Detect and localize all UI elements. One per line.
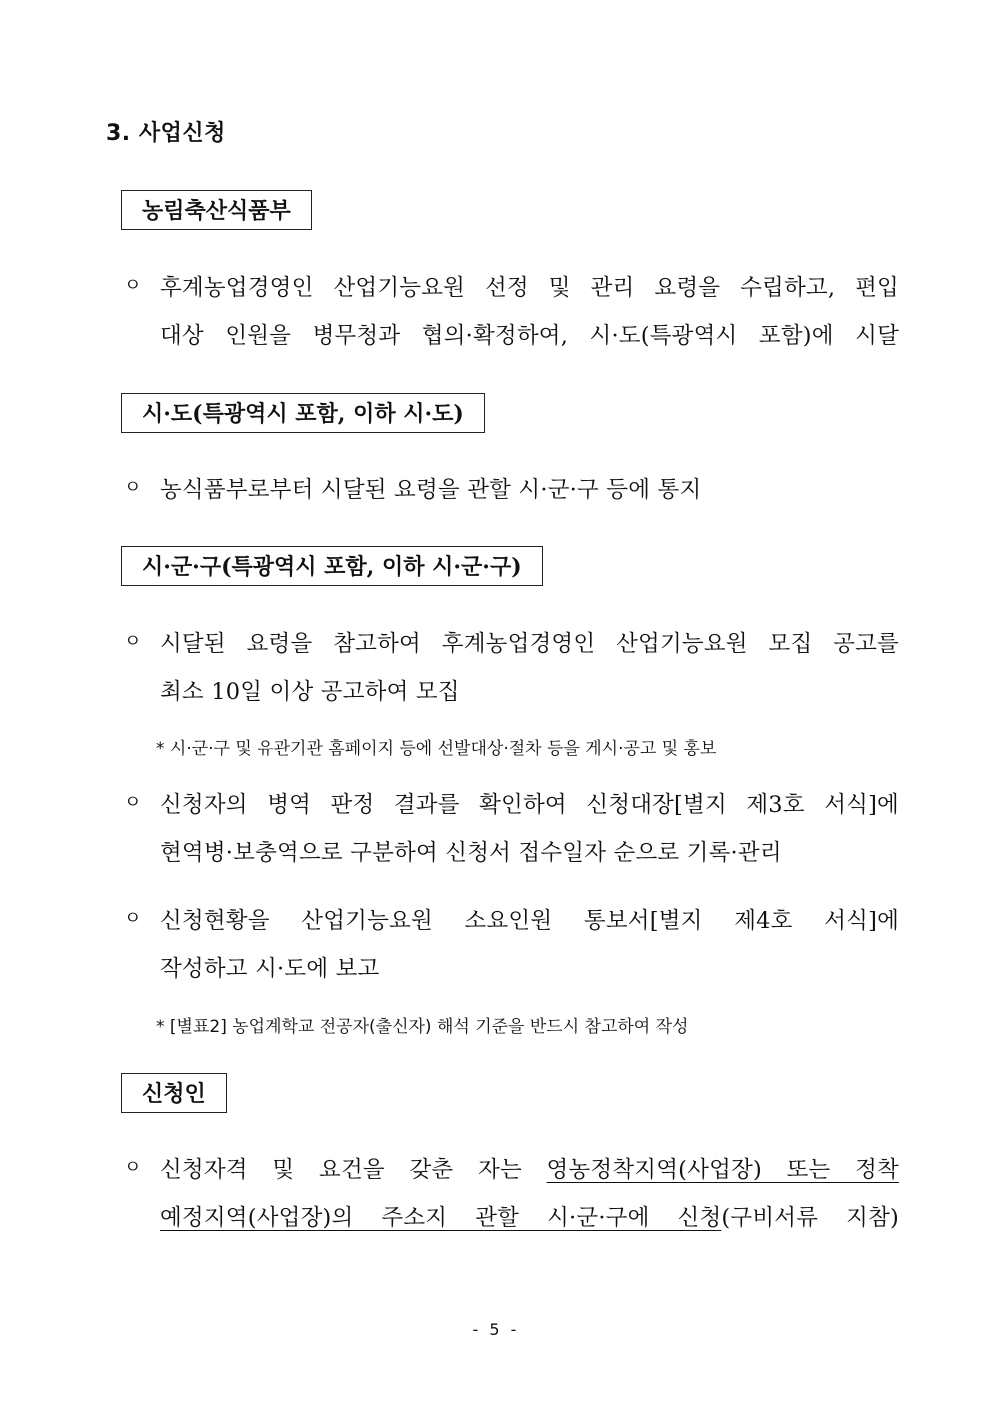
item-line: 신청현황을 산업기능요원 소요인원 통보서[별지 제4호 서식]에 <box>160 908 899 934</box>
footnote: * 시·군·구 및 유관기관 홈페이지 등에 선발대상·절차 등을 게시·공고 및 홍보 <box>156 739 717 759</box>
item-text: (구비서류 지참) <box>721 1205 899 1231</box>
item-line: 신청자의 병역 판정 결과를 확인하여 신청대장[별지 제3호 서식]에 <box>160 792 899 818</box>
bullet-icon: ㅇ <box>124 477 142 498</box>
heading-box-applicant: 신청인 <box>121 1073 227 1113</box>
bullet-icon: ㅇ <box>124 908 142 929</box>
list-item <box>124 620 899 716</box>
bullet-icon: ㅇ <box>124 631 142 652</box>
underlined-text: 영농정착지역(사업장) 또는 정착 <box>546 1157 899 1183</box>
item-line: 후계농업경영인 산업기능요원 선정 및 관리 요령을 수립하고, 편입 <box>160 275 899 301</box>
page-number: - 5 - <box>472 1320 520 1339</box>
item-line: 작성하고 시·도에 보고 <box>160 956 380 982</box>
section-title: 3. 사업신청 <box>106 121 226 146</box>
item-line: 최소 10일 이상 공고하여 모집 <box>160 679 460 705</box>
underlined-text: 예정지역(사업장)의 주소지 관할 시·군·구에 신청 <box>160 1205 722 1231</box>
list-item <box>124 897 899 993</box>
item-line: 시달된 요령을 참고하여 후계농업경영인 산업기능요원 모집 공고를 <box>160 631 899 657</box>
item-line: 현역병·보충역으로 구분하여 신청서 접수일자 순으로 기록·관리 <box>160 840 782 866</box>
item-line <box>160 1194 899 1242</box>
footnote: * [별표2] 농업계학교 전공자(출신자) 해석 기준을 반드시 참고하여 작성 <box>156 1017 689 1037</box>
item-line <box>160 1146 899 1194</box>
bullet-icon: ㅇ <box>124 275 142 296</box>
bullet-icon: ㅇ <box>124 792 142 813</box>
bullet-icon: ㅇ <box>124 1157 142 1178</box>
list-item <box>124 1146 899 1242</box>
heading-box-ministry: 농림축산식품부 <box>121 190 312 230</box>
heading-box-province: 시·도(특광역시 포함, 이하 시·도) <box>121 393 485 433</box>
list-item <box>124 466 899 514</box>
item-line: 농식품부로부터 시달된 요령을 관할 시·군·구 등에 통지 <box>160 477 702 503</box>
list-item <box>124 264 899 360</box>
item-text: 신청자격 및 요건을 갖춘 자는 <box>160 1157 547 1183</box>
item-line: 대상 인원을 병무청과 협의·확정하여, 시·도(특광역시 포함)에 시달 <box>160 323 899 349</box>
list-item <box>124 781 899 877</box>
heading-box-district: 시·군·구(특광역시 포함, 이하 시·군·구) <box>121 546 543 586</box>
